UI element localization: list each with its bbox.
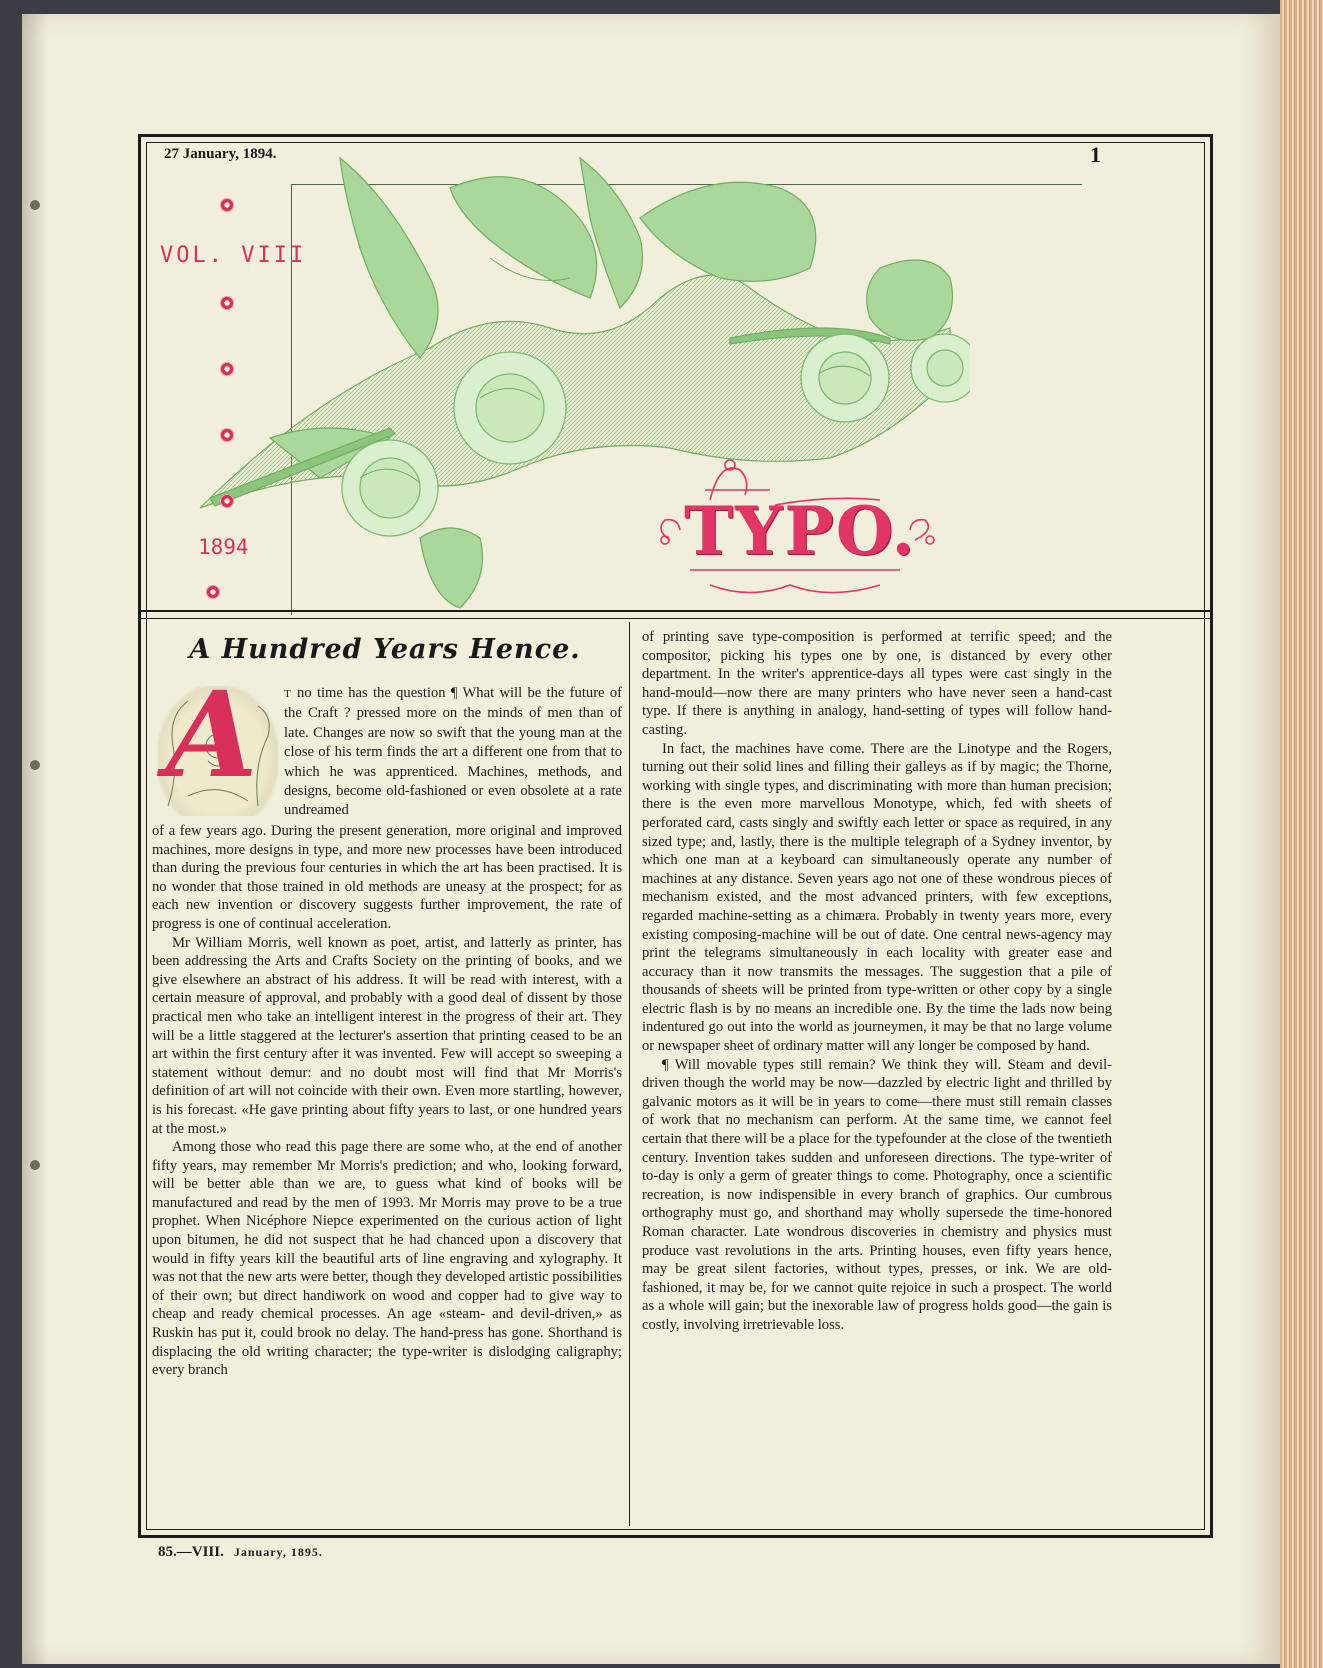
binding-hole <box>30 200 40 210</box>
binding-hole <box>30 1160 40 1170</box>
page-footer <box>158 1544 323 1561</box>
paragraph: Mr William Morris, well known as poet, artist, and latterly as printer, has been addressing the Arts and Crafts Society on the printing of books, and we give elsewhere an abstract of his address. It will be read with interest, with a certain measure of approval, and probably with a good deal of dissent by those practical men who take an intelligent interest in the progress of their art. They will be a little staggered at the lecturer's assertion that printing ceased to be an art within the first century after it was invented. Few will accept so sweeping a statement without demur: and no doubt most will find that Mr Morris's definition of art will not coincide with their own. Even more startling, however, is his forecast. «He gave printing about fifty years to last, or one hundred years at the most.» <box>152 934 622 1137</box>
section-divider <box>138 610 1213 619</box>
volume-year: 1894 <box>198 535 249 559</box>
rosette-ornament <box>220 296 234 310</box>
footer-date: January, 1895. <box>233 1545 323 1559</box>
rosette-ornament <box>220 362 234 376</box>
issue-date: 27 January, 1894. <box>164 146 277 162</box>
paragraph: Among those who read this page there are some who, at the end of another fifty years, may remember Mr Morris's prediction; and who, looking forward, will be better able than we are, to guess what kind of books will be manufactured and read by the men of 1993. Mr Morris may prove to be a true prophet. When Nicéphore Niepce experimented on the curious action of light upon bitumen, he did not suspect that he had chanced upon a discovery that would in fifty years kill the beautiful arts of line engraving and xylography. It was not that the new arts were better, though they developed artistic possibilities of their own; but direct handiwork on wood and copper had to give way to cheap and ready chemical processes. An age «steam- and devil-driven,» as Ruskin has put it, could brook no delay. The hand-press has gone. Shorthand is displacing the old writing character; the type-writer is dislodging caligraphy; every branch <box>152 1139 622 1379</box>
paragraph: ¶ Will movable types still remain? We think they will. Steam and devil-driven though the world may be now—dazzled by electric light and thrilled by galvanic motors as it will be in years to come—there must still remain classes of work that no mechanism can perform. At the same time, we cannot feel certain that there will be a place for the typefounder at the close of the twentieth century. Invention takes sudden and unforeseen directions. The type-writer of to-day is only a germ of greater things to come. Photography, once a scientific recreation, is now indispensible in every branch of graphics. Our cumbrous orthography must go, and shorthand may wholly supersede the time-honored Roman character. Late wondrous discoveries in chemistry and physics must produce vast revolutions in the arts. Printing houses, even fifty years hence, may be great silent factories, without types, presses, or ink. We are old-fashioned, it may be, for we cannot quite rejoice in such a prospect. The world as a whole will gain; but the inexorable law of progress holds good—the gain is costly, involving irretrievable loss. <box>642 1056 1112 1333</box>
binding-hole <box>30 760 40 770</box>
signature-mark: 85.—VIII. <box>158 1544 224 1560</box>
right-column <box>642 628 1112 1335</box>
paragraph: In fact, the machines have come. There are the Linotype and the Rogers, turning out their solid lines and filling their galleys as if by magic; the Thorne, working with single types, and discriminating with more than human precision; there is the even more marvellous Monotype, which, fed with sheets of perforated card, casts singly and swiftly each letter or space as required, in any sized type; and, lastly, there is the multiple telegraph of a Sydney inventor, by which one man at a keyboard can simultaneously operate any number of machines at any distance. Seven years ago not one of these wondrous pieces of mechanism existed, and the most advanced printers, with few exceptions, regarded machine-setting as a chimæra. Probably in twenty years more, every existing composing-machine will be out of date. One central news-agency may print the telegrams simultaneously in each locality with greater ease and accuracy than it now transmits the messages. The suggestion that a pile of thousands of sheets will be printed from type-written or other copy by a single electric flash is by no means an incredible one. By the time the lads now being indentured go out into the world as journeymen, it may be that no large volume or newspaper sheet of ordinary matter will any longer be composed by hand. <box>642 740 1112 1055</box>
paragraph: of a few years ago. During the present generation, more original and improved machines, more designs in type, and more new processes have been introduced than during the previous four centuries in which the art has been practised. It is no wonder that those trained in old methods are uneasy at the prospect; for as each new invention or discovery suggests further improvement, the rate of progress is one of continual acceleration. <box>152 823 622 932</box>
article-title: A Hundred Years Hence. <box>189 634 581 665</box>
rosette-ornament <box>206 585 220 599</box>
opening-text: T no time has the question ¶ What will be the future of the Craft ? pressed more on the minds of men than of late. Changes are now so swift that the young man at the close of his term finds the art a different one from that to which he was apprenticed. Machines, methods, and designs, become old-fashioned or even obsolete at a rate undreamed <box>284 685 622 819</box>
paragraph: of printing save type-composition is performed at terrific speed; and the compositor, picking his types one by one, is distanced by every other department. In the writer's apprentice-days all types were cast singly in the hand-mould—now there are many printers who have never seen a hand-cast type. If there is anything in analogy, hand-setting of types will follow hand-casting. <box>642 629 1112 738</box>
masthead-title: TYPO. <box>684 492 917 570</box>
typo-masthead <box>650 450 950 610</box>
column-rule <box>629 622 630 1526</box>
page-number: 1 <box>1090 142 1101 167</box>
left-column <box>152 822 622 1380</box>
rosette-ornament <box>220 494 234 508</box>
page-edges <box>1280 0 1323 1668</box>
rosette-ornament <box>220 198 234 212</box>
rosette-ornament <box>220 428 234 442</box>
decorated-initial <box>158 665 278 816</box>
binding-gutter <box>22 14 48 1664</box>
drop-cap: A <box>166 665 258 804</box>
volume-label: VOL. VIII <box>160 243 307 268</box>
